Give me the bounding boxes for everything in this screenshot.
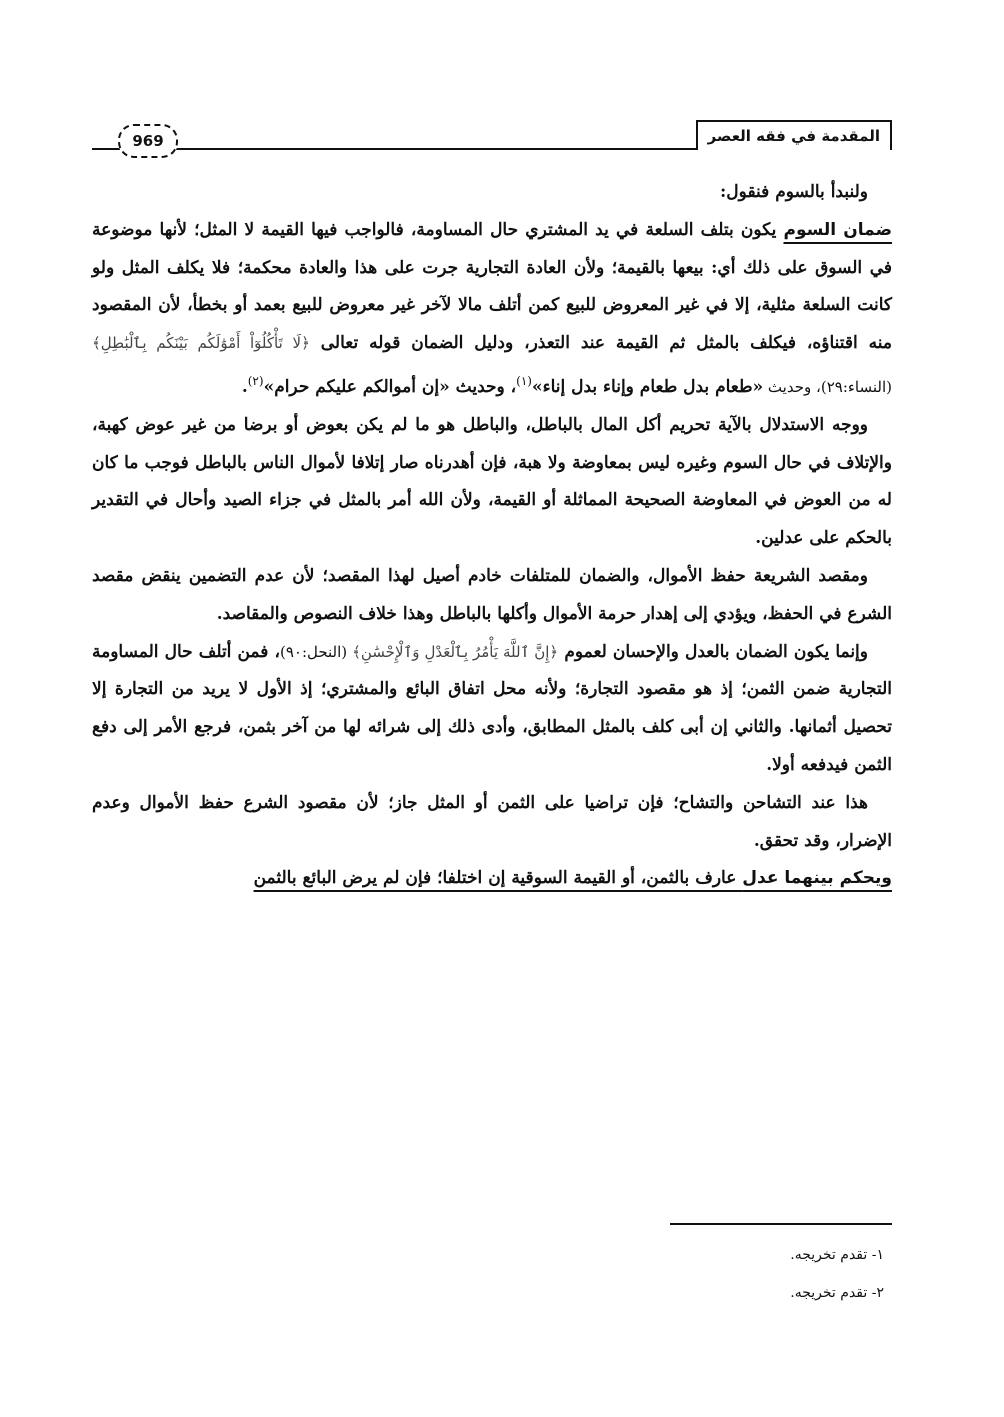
- paragraph-sawm-guarantee: [92, 212, 892, 407]
- sawm-guarantee-heading: ضمان السوم: [783, 219, 893, 240]
- hadith-property-label: «إن أموالكم عليكم حرام»: [263, 376, 450, 397]
- header-title: المقدمة في فقه العصر: [696, 120, 892, 150]
- footnote-rule: [670, 1223, 892, 1225]
- intro-line: ولنبدأ بالسوم فنقول:: [720, 182, 868, 202]
- footnotes: [92, 1236, 884, 1312]
- verse-ref-nisa: (النساء:٢٩)، وحديث: [763, 377, 892, 396]
- paragraph-verse-evidence: ووجه الاستدلال بالآية تحريم أكل المال بالباطل، والباطل هو ما لم يكن بعوض أو برضا من غير عوض كهبة، والإتلاف في حال السوم وغيره ليس بمعاوضة ولا هبة، فإن أهدرناه صار إتلافا لأموال الناس بالباطل فوجب ما كان له من العوض في المعاوضة الصحيحة المماثلة أو القيمة، ولأن الله أمر بالمثل في جزاء الصيد وأحال في التقدير بالحكم على عدلين.: [92, 414, 892, 549]
- justice-text-end: ، فمن أتلف حال المساومة التجارية ضمن الثمن؛ إذ هو مقصود التجارة؛ ولأنه محل اتفاق البائع والمشتري؛ إذ الأول لا يريد من التجارة إلا تحصيل أثمانها. والثاني إن أبى كلف بالمثل المطابق، وأدى ذلك إلى شرائه لها من آخر بثمن، فرجع الأمر إلى دفع الثمن فيدفعه أولا.: [92, 641, 892, 775]
- footnote-2: ٢- تقدم تخريجه.: [790, 1285, 884, 1301]
- hadith-connector: ، وحديث: [449, 376, 517, 397]
- quran-verse-nahl: ﴿إِنَّ ٱللَّهَ يَأْمُرُ بِٱلْعَدْلِ وَٱلْإِحْسَٰنِ﴾: [352, 642, 559, 661]
- paragraph-sharia-purpose: ومقصد الشريعة حفظ الأموال، والضمان للمتلفات خادم أصيل لهذا المقصد؛ لأن عدم التضمين ينقض مقصد الشرع في الحفظ، ويؤدي إلى إهدار حرمة الأموال وأكلها بالباطل وهذا خلاف النصوص والمقاصد.: [92, 565, 892, 624]
- quran-verse-nisa: ﴿لَا تَأْكُلُوٓاْ أَمْوَٰلَكُم بَيْنَكُم بِٱلْبَٰطِلِ﴾: [92, 334, 310, 353]
- justice-text-start: وإنما يكون الضمان بالعدل والإحسان لعموم: [558, 641, 868, 662]
- footnote-ref-2: (٢): [247, 373, 264, 388]
- paragraph-end-mark: .: [241, 376, 248, 397]
- paragraph-justice: [92, 634, 892, 785]
- paragraph-dispute: هذا عند التشاحن والتشاح؛ فإن تراضيا على الثمن أو المثل جاز؛ لأن مقصود الشرع حفظ الأموال وعدم الإضرار، وقد تحقق.: [92, 792, 892, 851]
- arbiter-text: عارف بالثمن، أو القيمة السوقية إن اختلفا؛ فإن لم يرض البائع بالثمن: [253, 868, 743, 889]
- running-header: [92, 118, 892, 152]
- sawm-guarantee-text: يكون بتلف السلعة في يد المشتري حال المساومة، فالواجب فيها القيمة لا المثل؛ لأنها موضوعة في السوق على ذلك أي: بيعها بالقيمة؛ ولأن العادة التجارية جرت على هذا والعادة محكمة؛ فلا يكلف المثل ولو كانت السلعة مثلية، إلا في غير المعروض للبيع كمن أتلف مالا لآخر غير معروض للبيع بعمد أو بخطأ، لأن المقصود منه اقتناؤه، فيكلف بالمثل ثم القيمة عند التعذر، ودليل الضمان قوله تعالى: [92, 219, 893, 354]
- verse-ref-nahl: (النحل:٩٠): [279, 642, 353, 661]
- paragraph-arbiter: [92, 860, 892, 898]
- page-body: [92, 174, 892, 898]
- hadith-food-label: «طعام بدل طعام وإناء بدل إناء»: [531, 376, 764, 397]
- page-number: 969: [118, 124, 178, 158]
- footnote-ref-1: (١): [516, 373, 532, 388]
- arbiter-heading: ويحكم بينهما عدل: [742, 868, 892, 889]
- footnote-1: ١- تقدم تخريجه.: [790, 1247, 884, 1263]
